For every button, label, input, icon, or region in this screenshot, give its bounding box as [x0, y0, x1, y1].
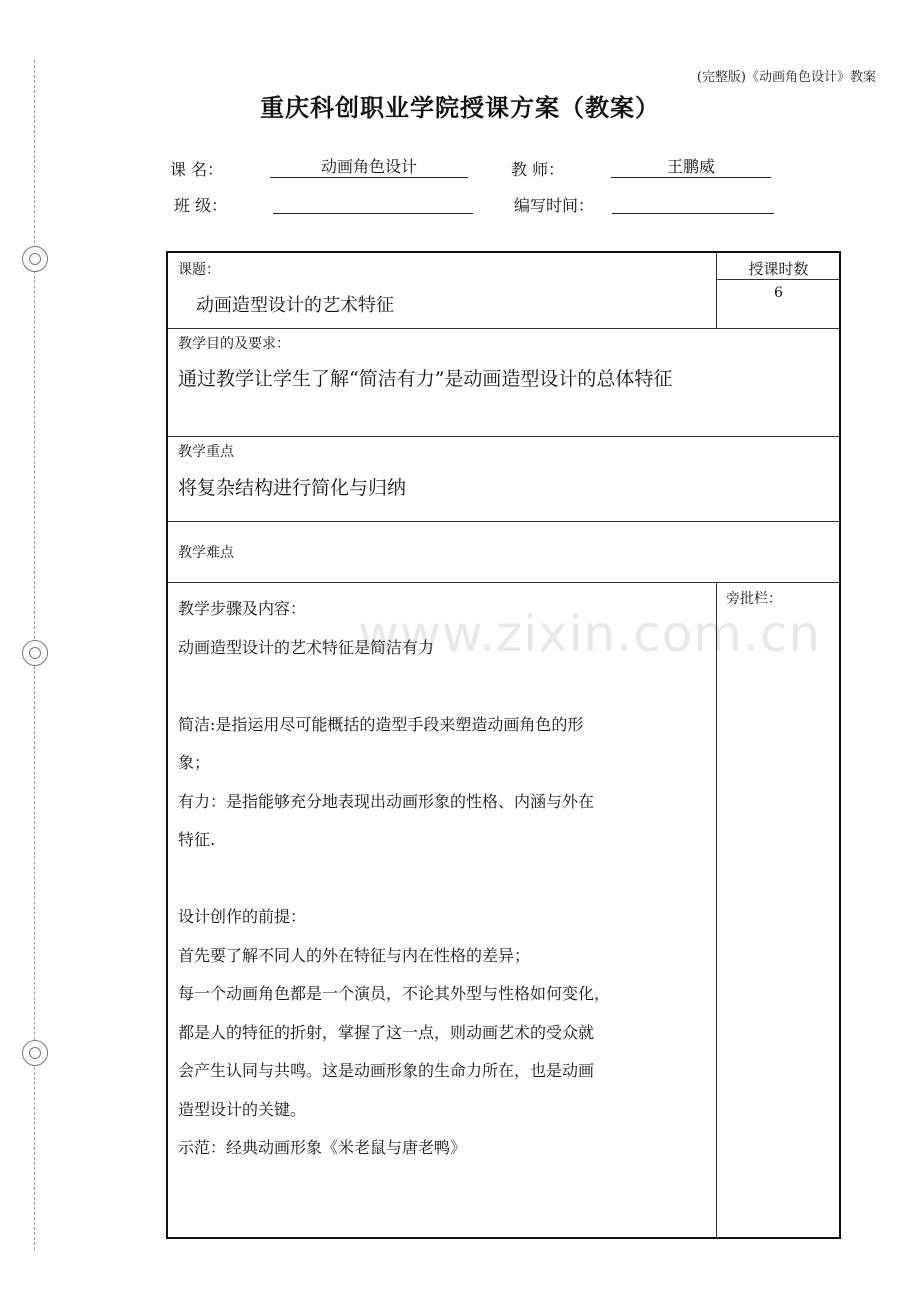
watermark: www.zixin.com.cn: [358, 605, 822, 663]
steps-line: 示范：经典动画形象《米老鼠与唐老鸭》: [178, 1138, 467, 1157]
steps-line: 有力：是指能够充分地表现出动画形象的性格、内涵与外在: [178, 791, 595, 811]
course-value: 动画角色设计: [270, 157, 468, 178]
steps-line: 特征.: [178, 830, 216, 849]
date-value: [612, 193, 774, 214]
teaching-steps: [178, 590, 713, 1168]
teacher-label: 教 师：: [511, 160, 565, 179]
topic-label: 课题：: [178, 262, 220, 278]
steps-line: 都是人的特征的折射，掌握了这一点，则动画艺术的受众就: [178, 1022, 595, 1042]
steps-line: 会产生认同与共鸣。这是动画形象的生命力所在，也是动画: [178, 1061, 595, 1080]
steps-line: 动画造型设计的艺术特征是简洁有力: [178, 637, 435, 657]
topic-value: 动画造型设计的艺术特征: [196, 295, 394, 316]
binding-hole-icon: [22, 640, 48, 666]
keypoint-label: 教学重点: [178, 444, 234, 460]
steps-line: [178, 860, 713, 899]
binding-hole-icon: [22, 1040, 48, 1066]
objective-value: 通过教学让学生了解“简洁有力”是动画造型设计的总体特征: [178, 368, 673, 390]
class-label: 班 级：: [174, 196, 228, 215]
steps-line: 设计创作的前提：: [178, 907, 307, 926]
steps-label: 教学步骤及内容：: [178, 599, 307, 618]
grid-line: [168, 521, 839, 522]
steps-line: 象；: [178, 753, 211, 772]
date-label: 编写时间：: [514, 196, 595, 215]
teacher-value: 王鹏威: [611, 157, 771, 178]
keypoint-value: 将复杂结构进行简化与归纳: [178, 477, 407, 499]
page-title: 重庆科创职业学院授课方案（教案）: [260, 94, 660, 122]
course-label: 课 名：: [170, 160, 224, 179]
grid-line: [168, 328, 839, 329]
lesson-plan-table: [166, 251, 841, 1239]
hours-value: 6: [774, 285, 783, 301]
steps-line: 每一个动画角色都是一个演员，不论其外型与性格如何变化，: [178, 984, 611, 1003]
difficulty-label: 教学难点: [178, 545, 234, 561]
steps-line: 首先要了解不同人的外在特征与内在性格的差异；: [178, 945, 531, 965]
objective-label: 教学目的及要求：: [178, 336, 290, 352]
grid-line: [168, 436, 839, 437]
grid-line: [168, 582, 839, 583]
hours-label: 授课时数: [748, 260, 809, 278]
steps-line: 简洁:是指运用尽可能概括的造型手段来塑造动画角色的形: [178, 714, 584, 734]
binding-hole-icon: [22, 246, 48, 272]
margin-notes-label: 旁批栏：: [726, 591, 782, 607]
steps-line: [178, 667, 713, 706]
grid-line: [716, 279, 839, 280]
document-header: (完整版)《动画角色设计》教案: [696, 70, 876, 85]
grid-line: [716, 582, 717, 1237]
class-value: [273, 193, 473, 214]
steps-line: 造型设计的关键。: [178, 1099, 307, 1119]
